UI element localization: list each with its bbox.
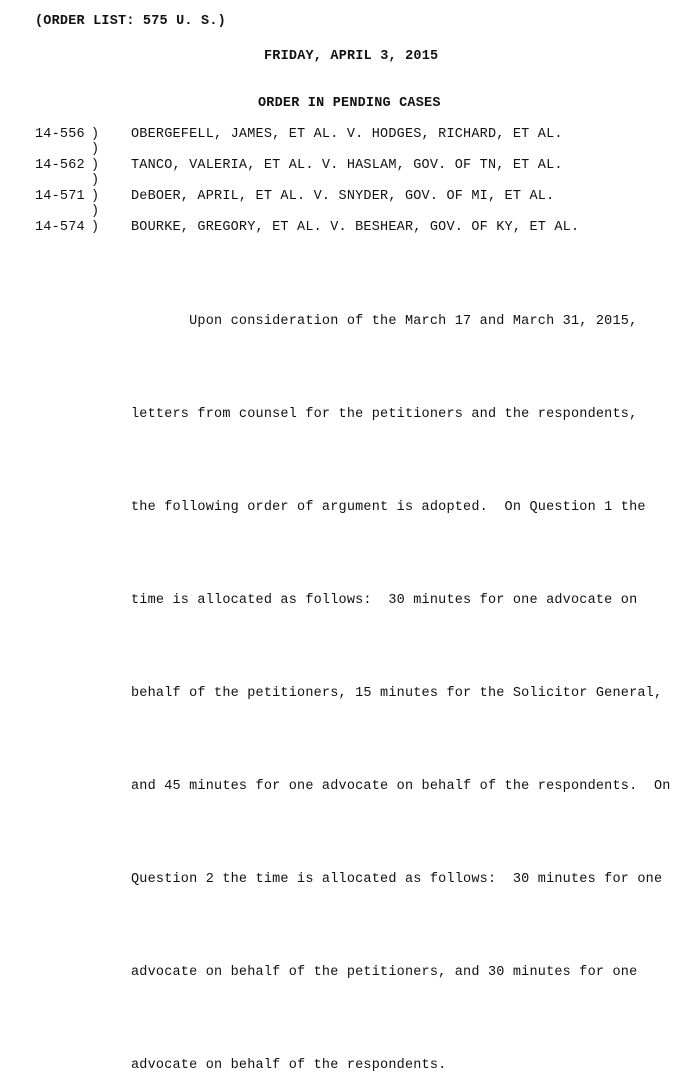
case-docket-number: 14-574 xyxy=(35,220,85,235)
case-caption: TANCO, VALERIA, ET AL. V. HASLAM, GOV. OF TN, ET AL. xyxy=(131,158,563,173)
order-line: behalf of the petitioners, 15 minutes for the Solicitor General, xyxy=(131,686,663,701)
case-caption: OBERGEFELL, JAMES, ET AL. V. HODGES, RICHARD, ET AL. xyxy=(131,127,563,142)
brace-mark: ) xyxy=(91,158,100,173)
brace-mark: ) xyxy=(91,220,100,235)
order-line: Question 2 the time is allocated as follows: 30 minutes for one xyxy=(131,872,663,887)
order-line: the following order of argument is adopted. On Question 1 the xyxy=(131,500,646,515)
brace-mark: ) xyxy=(91,127,100,142)
order-line: advocate on behalf of the petitioners, and 30 minutes for one xyxy=(131,965,638,980)
case-caption: BOURKE, GREGORY, ET AL. V. BESHEAR, GOV. OF KY, ET AL. xyxy=(131,220,580,235)
order-line: Upon consideration of the March 17 and March 31, 2015, xyxy=(131,314,638,329)
order-line: letters from counsel for the petitioners and the respondents, xyxy=(131,407,638,422)
order-date: FRIDAY, APRIL 3, 2015 xyxy=(264,49,439,64)
case-docket-number: 14-556 xyxy=(35,127,85,142)
brace-mark: ) xyxy=(91,142,100,157)
case-docket-number: 14-571 xyxy=(35,189,85,204)
case-caption: DeBOER, APRIL, ET AL. V. SNYDER, GOV. OF MI, ET AL. xyxy=(131,189,555,204)
section-title: ORDER IN PENDING CASES xyxy=(258,96,441,111)
case-docket-number: 14-562 xyxy=(35,158,85,173)
order-paragraph xyxy=(131,244,671,1086)
brace-mark: ) xyxy=(91,173,100,188)
order-line: time is allocated as follows: 30 minutes for one advocate on xyxy=(131,593,638,608)
brace-mark: ) xyxy=(91,204,100,219)
order-line: advocate on behalf of the respondents. xyxy=(131,1058,447,1073)
order-line: and 45 minutes for one advocate on behalf of the respondents. On xyxy=(131,779,671,794)
brace-mark: ) xyxy=(91,189,100,204)
order-list-number: (ORDER LIST: 575 U. S.) xyxy=(35,14,226,29)
